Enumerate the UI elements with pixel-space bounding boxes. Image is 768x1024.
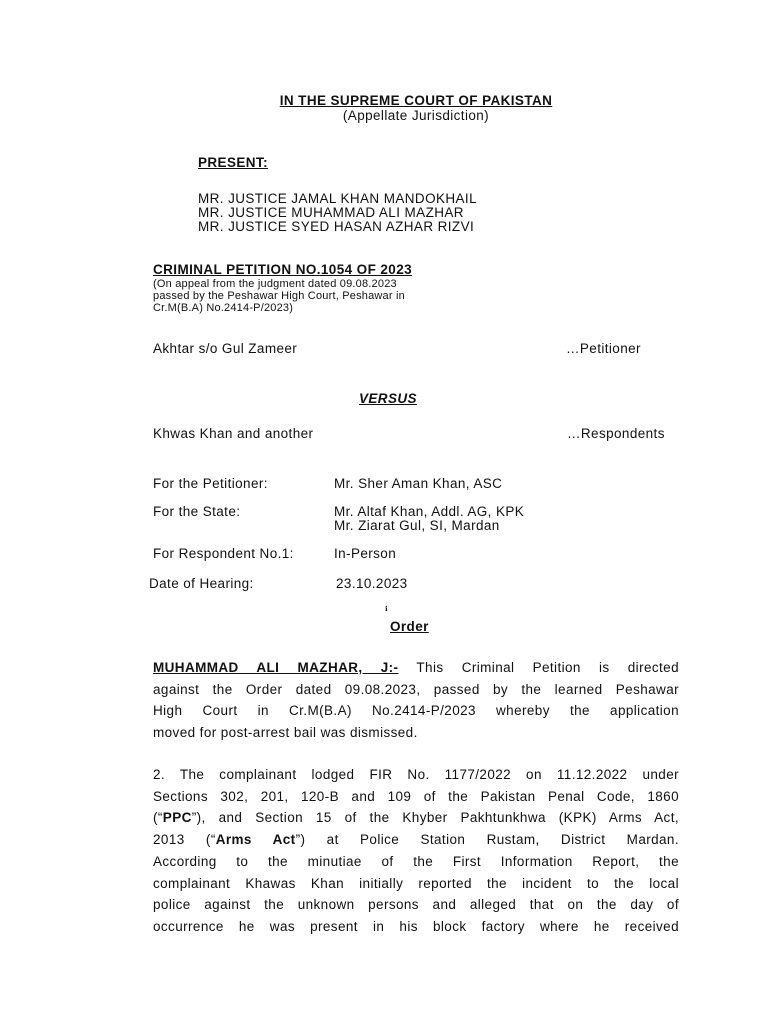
para1-line-2: against the Order dated 09.08.2023, passed by the learned Peshawar bbox=[153, 681, 679, 697]
versus-label: VERSUS bbox=[359, 391, 417, 406]
small-mark: ℹ bbox=[385, 606, 388, 613]
judge-1: MR. JUSTICE JAMAL KHAN MANDOKHAIL bbox=[198, 191, 477, 206]
petitioner-counsel-label: For the Petitioner: bbox=[153, 476, 268, 491]
court-title: IN THE SUPREME COURT OF PAKISTAN bbox=[279, 93, 553, 108]
para2-line-1: 2. The complainant lodged FIR No. 1177/2022 on 11.12.2022 under bbox=[153, 767, 679, 782]
appeal-line-3: Cr.M(B.A) No.2414-P/2023) bbox=[153, 302, 294, 314]
para2-line-2: Sections 302, 201, 120-B and 109 of the Pakistan Penal Code, 1860 bbox=[153, 788, 679, 804]
arms-act-term: Arms Act bbox=[215, 832, 296, 848]
para2-line-4-rest: ”) at Police Station Rustam, District Mardan. bbox=[295, 832, 679, 848]
judge-3: MR. JUSTICE SYED HASAN AZHAR RIZVI bbox=[198, 219, 475, 234]
state-counsel-1: Mr. Altaf Khan, Addl. AG, KPK bbox=[334, 504, 525, 519]
para2-line-8: occurrence he was present in his block factory where he received bbox=[153, 918, 679, 934]
appeal-line-2: passed by the Peshawar High Court, Peshawar in bbox=[153, 290, 405, 302]
para1-line-4: moved for post-arrest bail was dismissed. bbox=[153, 725, 418, 741]
respondent-counsel-label: For Respondent No.1: bbox=[153, 546, 294, 561]
petitioner-role: …Petitioner bbox=[566, 341, 641, 356]
appeal-line-1: (On appeal from the judgment dated 09.08.2023 bbox=[153, 278, 397, 290]
para1-text-1: This Criminal Petition is directed bbox=[416, 660, 679, 675]
para2-line-3-rest: ”), and Section 15 of the Khyber Pakhtunkhwa (KPK) Arms Act, bbox=[191, 810, 679, 826]
author-name: MUHAMMAD ALI MAZHAR, J:- bbox=[153, 660, 399, 675]
para2-line-5: According to the minutiae of the First Information Report, the bbox=[153, 853, 679, 869]
para2-line-3 bbox=[153, 807, 679, 829]
order-paragraph-1 bbox=[153, 657, 679, 744]
jurisdiction: (Appellate Jurisdiction) bbox=[342, 108, 490, 123]
order-paragraph-2 bbox=[153, 764, 679, 938]
ppc-term: PPC bbox=[162, 810, 192, 826]
petitioner-counsel: Mr. Sher Aman Khan, ASC bbox=[334, 476, 503, 491]
para2-line-4 bbox=[153, 829, 679, 851]
present-label: PRESENT: bbox=[198, 155, 268, 170]
hearing-date-label: Date of Hearing: bbox=[149, 576, 254, 591]
order-heading: Order bbox=[390, 619, 429, 634]
ppc-quote-open: (“ bbox=[153, 810, 163, 826]
judge-2: MR. JUSTICE MUHAMMAD ALI MAZHAR bbox=[198, 205, 464, 220]
respondent-counsel: In-Person bbox=[334, 546, 397, 561]
state-counsel-label: For the State: bbox=[153, 504, 241, 519]
respondent-role: …Respondents bbox=[567, 426, 665, 441]
para1-line-3: High Court in Cr.M(B.A) No.2414-P/2023 whereby the application bbox=[153, 703, 679, 719]
state-counsel-2: Mr. Ziarat Gul, SI, Mardan bbox=[334, 518, 500, 533]
petition-number: CRIMINAL PETITION NO.1054 OF 2023 bbox=[153, 262, 413, 277]
para2-line-6: complainant Khawas Khan initially reported the incident to the local bbox=[153, 875, 679, 891]
petitioner-name: Akhtar s/o Gul Zameer bbox=[153, 341, 298, 356]
para2-line-7: police against the unknown persons and alleged that on the day of bbox=[153, 897, 679, 913]
hearing-date: 23.10.2023 bbox=[336, 576, 408, 591]
para1-line-1 bbox=[153, 657, 679, 679]
arms-quote-open: 2013 (“ bbox=[153, 832, 216, 848]
respondent-name: Khwas Khan and another bbox=[153, 426, 314, 441]
